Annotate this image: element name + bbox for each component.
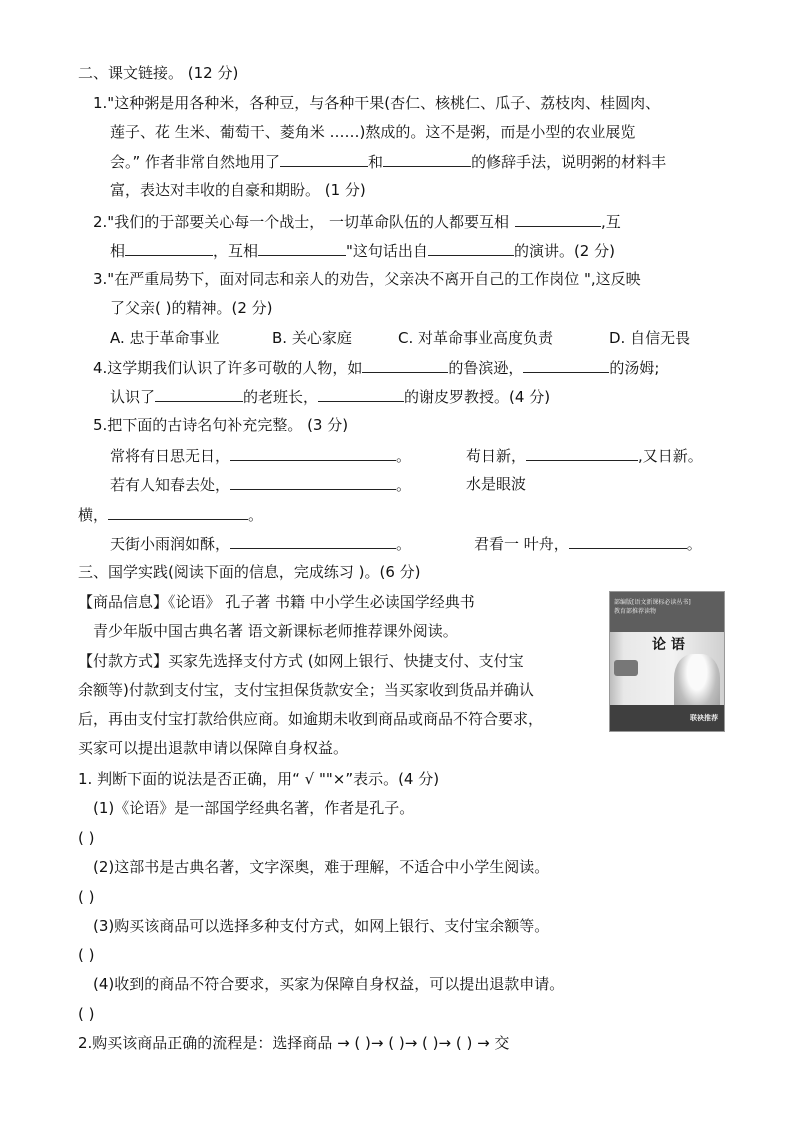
q2-blank-4[interactable] bbox=[428, 239, 514, 256]
product-info-line-2: 青少年版中国古典名著 语文新课标老师推荐课外阅读。 bbox=[93, 622, 458, 640]
q1-line-4: 富，表达对丰收的自豪和期盼。 (1 分) bbox=[110, 181, 366, 199]
poem-punct: 。 bbox=[396, 535, 412, 553]
poem-text: 天街小雨润如酥， bbox=[110, 535, 231, 553]
q4-line-1 bbox=[93, 356, 659, 379]
book-subtitle: 教育部推荐读物 bbox=[614, 608, 657, 615]
book-recommend-label: 联袂推荐 bbox=[690, 714, 718, 722]
q2-line-2 bbox=[110, 239, 615, 262]
q2-text-b: ,互 bbox=[600, 213, 621, 231]
section-2-heading: 二、课文链接。 (12 分) bbox=[78, 64, 239, 82]
poem-line-4a bbox=[110, 532, 411, 555]
section-3-heading: 三、国学实践(阅读下面的信息，完成练习 )。(6 分) bbox=[78, 563, 421, 581]
payment-line-3: 后，再由支付宝打款给供应商。如逾期未收到商品或商品不符合要求， bbox=[78, 710, 544, 728]
q4-text-a: 4.这学期我们认识了许多可敬的人物，如 bbox=[93, 359, 363, 377]
purchase-flow-question: 2.购买该商品正确的流程是：选择商品 → ( )→ ( )→ ( )→ ( ) → 交 bbox=[78, 1034, 510, 1052]
q2-line-1 bbox=[93, 210, 621, 233]
q1-text-c: 的修辞手法，说明粥的材料丰 bbox=[471, 153, 667, 171]
poem-blank-3[interactable] bbox=[230, 473, 396, 490]
q2-text-f: 的演讲。(2 分) bbox=[513, 242, 615, 260]
book-series-text bbox=[614, 598, 720, 616]
q1-line-1: 1."这种粥是用各种米，各种豆，与各种干果(杏仁、核桃仁、瓜子、荔枝肉、桂圆肉、 bbox=[93, 94, 661, 112]
q4-text-b: 的鲁滨逊， bbox=[448, 359, 524, 377]
poem-blank-1[interactable] bbox=[230, 444, 396, 461]
poem-text: 横， bbox=[78, 506, 109, 524]
q2-text-e: "这句话出自 bbox=[346, 242, 428, 260]
q1-text-a: 会。” 作者非常自然地用了 bbox=[110, 153, 281, 171]
book-title: 论 语 bbox=[652, 637, 685, 653]
poem-punct: 。 bbox=[686, 535, 702, 553]
q2-text-d: ，互相 bbox=[213, 242, 259, 260]
poem-text: 君看一 叶舟， bbox=[474, 535, 569, 553]
book-cover-image bbox=[609, 591, 725, 732]
poem-text: 常将有日思无日， bbox=[110, 447, 231, 465]
q4-blank-3[interactable] bbox=[155, 385, 243, 402]
judge-question: 1. 判断下面的说法是否正确，用“ √ ""×”表示。(4 分) bbox=[78, 770, 440, 788]
book-badge bbox=[614, 660, 638, 676]
judge-answer-4[interactable]: ( ) bbox=[78, 1005, 95, 1023]
q3-line-2: 了父亲( )的精神。(2 分) bbox=[110, 299, 273, 317]
q2-text-c: 相 bbox=[110, 242, 126, 260]
judge-item-1: (1)《论语》是一部国学经典名著，作者是孔子。 bbox=[93, 799, 415, 817]
q1-blank-2[interactable] bbox=[383, 150, 471, 167]
q4-text-c: 的汤姆; bbox=[609, 359, 660, 377]
book-series: 部编版[语文新课标必读丛书] bbox=[614, 599, 691, 606]
judge-item-4: (4)收到的商品不符合要求，买家为保障自身权益，可以提出退款申请。 bbox=[93, 975, 565, 993]
poem-text: 若有人知春去处， bbox=[110, 476, 231, 494]
payment-line-1: 【付款方式】买家先选择支付方式 (如网上银行、快捷支付、支付宝 bbox=[78, 652, 524, 670]
poem-punct: 。 bbox=[396, 447, 412, 465]
poem-text: ,又日新。 bbox=[638, 447, 703, 465]
q2-text-a: 2."我们的于部要关心每一个战士， 一切革命队伍的人都要互相 bbox=[93, 213, 509, 231]
poem-punct: 。 bbox=[396, 476, 412, 494]
q5-heading: 5.把下面的古诗名句补充完整。 (3 分) bbox=[93, 416, 349, 434]
poem-line-4b bbox=[474, 532, 702, 555]
poem-line-3 bbox=[78, 503, 263, 526]
payment-line-2: 余额等)付款到支付宝，支付宝担保货款安全；当买家收到货品并确认 bbox=[78, 681, 534, 699]
q4-line-2 bbox=[110, 385, 550, 408]
q3-option-b[interactable]: B. 关心家庭 bbox=[272, 329, 352, 347]
poem-blank-5[interactable] bbox=[230, 532, 396, 549]
q1-blank-1[interactable] bbox=[280, 150, 368, 167]
poem-line-1b bbox=[466, 444, 703, 467]
q4-blank-2[interactable] bbox=[523, 356, 609, 373]
q3-option-d[interactable]: D. 自信无畏 bbox=[609, 329, 691, 347]
q3-option-a[interactable]: A. 忠于革命事业 bbox=[110, 329, 220, 347]
q3-line-1: 3."在严重局势下，面对同志和亲人的劝告，父亲决不离开自己的工作岗位 ",这反映 bbox=[93, 270, 641, 288]
judge-item-3: (3)购买该商品可以选择多种支付方式，如网上银行、支付宝余额等。 bbox=[93, 917, 550, 935]
poem-blank-4[interactable] bbox=[108, 503, 248, 520]
q4-text-d: 认识了 bbox=[110, 388, 156, 406]
poem-blank-2[interactable] bbox=[526, 444, 638, 461]
q1-line-3 bbox=[110, 150, 666, 173]
q4-blank-4[interactable] bbox=[318, 385, 404, 402]
poem-blank-6[interactable] bbox=[569, 532, 687, 549]
poem-line-2b: 水是眼波 bbox=[466, 475, 527, 493]
q4-text-f: 的谢皮罗教授。(4 分) bbox=[404, 388, 551, 406]
q2-blank-2[interactable] bbox=[125, 239, 213, 256]
q2-blank-1[interactable] bbox=[515, 210, 601, 227]
q3-option-c[interactable]: C. 对革命事业高度负责 bbox=[398, 329, 554, 347]
poem-line-1a bbox=[110, 444, 411, 467]
judge-answer-3[interactable]: ( ) bbox=[78, 946, 95, 964]
q2-blank-3[interactable] bbox=[258, 239, 346, 256]
poem-punct: 。 bbox=[248, 506, 264, 524]
q4-blank-1[interactable] bbox=[362, 356, 448, 373]
q1-text-b: 和 bbox=[368, 153, 384, 171]
judge-answer-1[interactable]: ( ) bbox=[78, 829, 95, 847]
judge-answer-2[interactable]: ( ) bbox=[78, 888, 95, 906]
q1-line-2: 莲子、花 生米、葡萄干、菱角米 ……)熬成的。这不是粥，而是小型的农业展览 bbox=[110, 123, 636, 141]
poem-text: 苟日新， bbox=[466, 447, 527, 465]
product-info-line-1: 【商品信息】《论语》 孔子著 书籍 中小学生必读国学经典书 bbox=[78, 593, 475, 611]
payment-line-4: 买家可以提出退款申请以保障自身权益。 bbox=[78, 739, 349, 757]
q4-text-e: 的老班长， bbox=[243, 388, 319, 406]
judge-item-2: (2)这部书是古典名著，文字深奥，难于理解，不适合中小学生阅读。 bbox=[93, 858, 550, 876]
poem-line-2a bbox=[110, 473, 411, 496]
